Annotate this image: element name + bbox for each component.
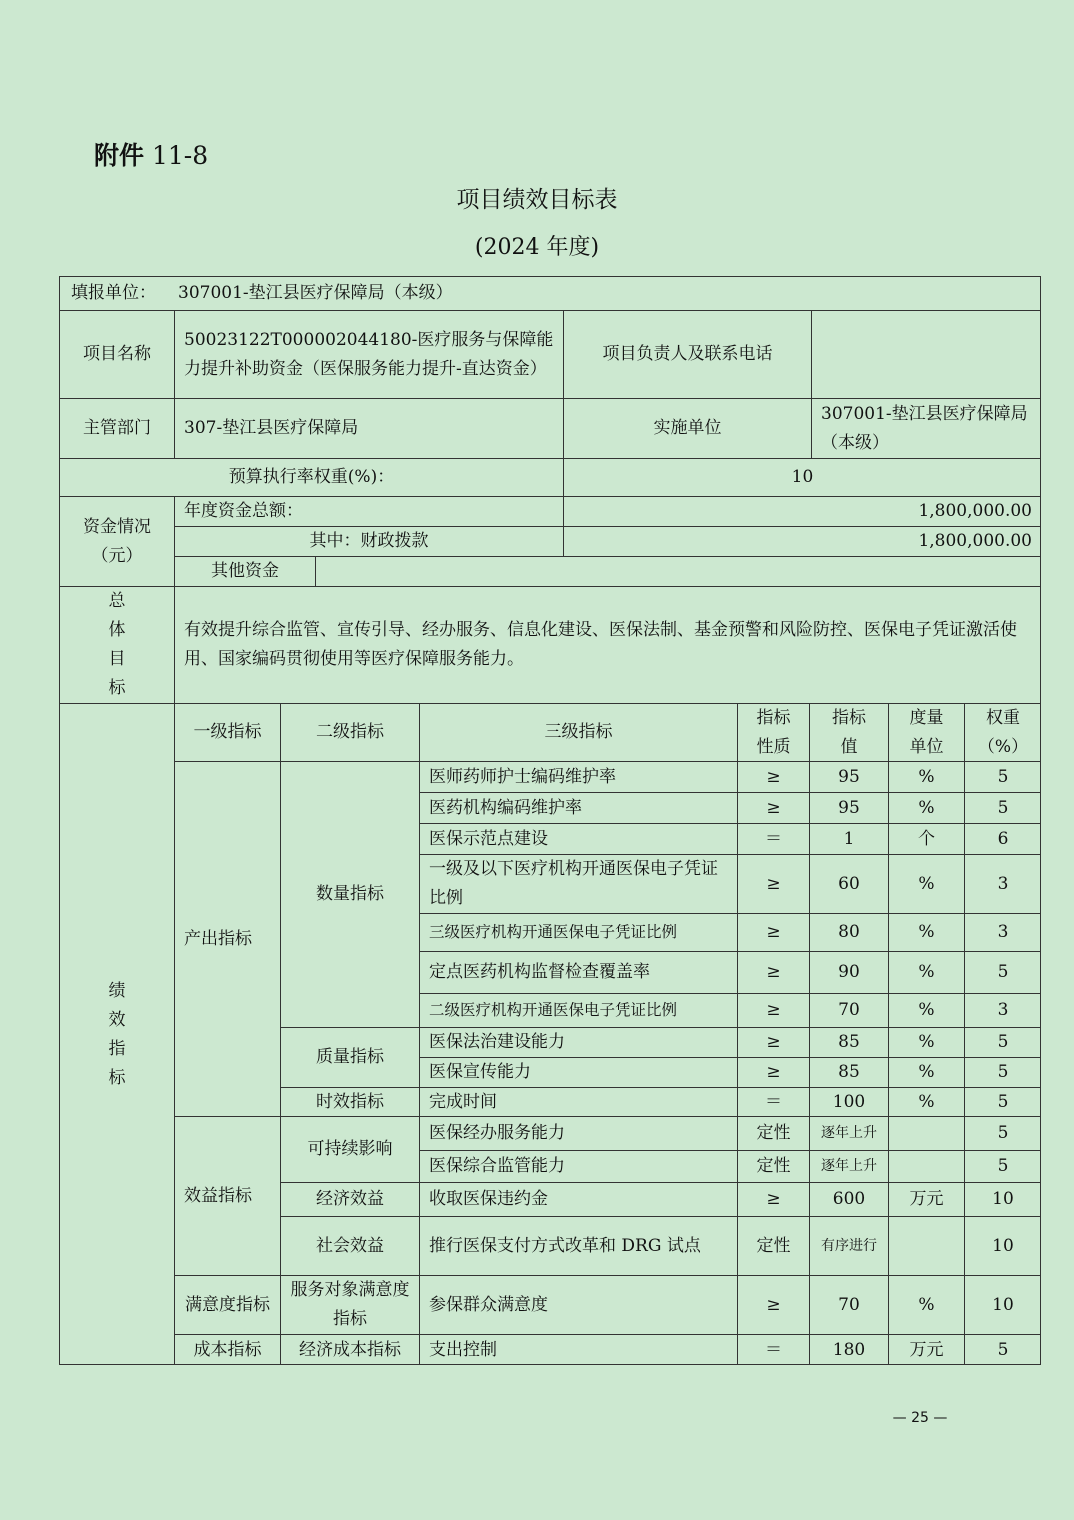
indicator-name: 医保经办服务能力	[419, 1116, 737, 1150]
indicator-name: 支出控制	[419, 1334, 737, 1365]
indicator-value: 90	[809, 951, 888, 993]
attachment-word: 附件	[94, 141, 145, 170]
indicator-value: 逐年上升	[809, 1150, 888, 1182]
indicator-unit: %	[888, 1057, 964, 1087]
indicator-name: 定点医药机构监督检查覆盖率	[419, 951, 737, 993]
indicator-name: 医保综合监管能力	[419, 1150, 737, 1182]
indicator-nature: ＝	[737, 1334, 809, 1365]
indicator-value: 80	[809, 913, 888, 951]
indicator-value: 100	[809, 1087, 888, 1116]
indicator-value: 180	[809, 1334, 888, 1365]
indicators-label	[59, 703, 174, 1365]
indicator-value: 85	[809, 1027, 888, 1057]
budget-rate-value: 10	[563, 458, 1041, 496]
level2-service-satisfaction: 服务对象满意度指标	[280, 1275, 419, 1334]
indicator-unit	[888, 1116, 964, 1150]
indicator-unit: %	[888, 951, 964, 993]
indicator-unit	[888, 1216, 964, 1275]
goal-label-char: 体	[108, 620, 126, 640]
page-subtitle: (2024 年度)	[474, 235, 600, 260]
indicator-unit: 万元	[888, 1334, 964, 1365]
funds-total-value: 1,800,000.00	[563, 496, 1041, 526]
indicator-name: 医药机构编码维护率	[419, 792, 737, 823]
indicator-value: 85	[809, 1057, 888, 1087]
goal-label-char: 标	[108, 678, 126, 698]
indicator-nature: ＝	[737, 1087, 809, 1116]
indicator-weight: 5	[964, 761, 1041, 792]
level1-satisfaction: 满意度指标	[174, 1275, 280, 1334]
page-number: — 25 —	[892, 1410, 948, 1426]
indicator-weight: 10	[964, 1216, 1041, 1275]
indicator-name: 参保群众满意度	[419, 1275, 737, 1334]
header-unit: 度量单位	[888, 703, 964, 761]
indicator-weight: 3	[964, 854, 1041, 913]
indicator-nature: 定性	[737, 1216, 809, 1275]
indicator-value: 70	[809, 993, 888, 1027]
indicator-nature: ≥	[737, 993, 809, 1027]
indicator-name: 三级医疗机构开通医保电子凭证比例	[419, 913, 737, 951]
indicator-unit: %	[888, 1275, 964, 1334]
header-value: 指标值	[809, 703, 888, 761]
indicator-name: 完成时间	[419, 1087, 737, 1116]
indicator-weight: 10	[964, 1182, 1041, 1216]
indicator-nature: ≥	[737, 913, 809, 951]
indicator-unit: 个	[888, 823, 964, 854]
header-level1: 一级指标	[174, 703, 280, 761]
indicator-unit: %	[888, 761, 964, 792]
indicator-nature: ≥	[737, 761, 809, 792]
indicator-nature: ≥	[737, 1057, 809, 1087]
header-weight: 权重（%）	[964, 703, 1041, 761]
level2-quality: 质量指标	[280, 1027, 419, 1087]
level2-social: 社会效益	[280, 1216, 419, 1275]
performance-table	[59, 276, 1041, 1365]
unit-value: 307001-垫江县医疗保障局（本级）	[178, 283, 453, 303]
attachment-label	[94, 138, 208, 174]
project-name-value: 50023122T000002044180-医疗服务与保障能力提升补助资金（医保服务能力提升-直达资金）	[174, 310, 563, 398]
indicator-weight: 5	[964, 1116, 1041, 1150]
indicator-weight: 5	[964, 951, 1041, 993]
indicator-unit: %	[888, 993, 964, 1027]
indicator-value: 有序进行	[809, 1216, 888, 1275]
indicator-nature: ＝	[737, 823, 809, 854]
indicator-unit: %	[888, 1027, 964, 1057]
goal-text: 有效提升综合监管、宣传引导、经办服务、信息化建设、医保法制、基金预警和风险防控、医保电子凭证激活使用、国家编码贯彻使用等医疗保障服务能力。	[174, 586, 1041, 703]
goal-label-char: 总	[108, 591, 126, 611]
level2-timeliness: 时效指标	[280, 1087, 419, 1116]
indicator-weight: 5	[964, 1057, 1041, 1087]
indicator-weight: 5	[964, 1150, 1041, 1182]
indicator-weight: 3	[964, 993, 1041, 1027]
level2-economic: 经济效益	[280, 1182, 419, 1216]
funds-fiscal-value: 1,800,000.00	[563, 526, 1041, 556]
indicator-name: 医保示范点建设	[419, 823, 737, 854]
indicator-unit: 万元	[888, 1182, 964, 1216]
funds-total-label: 年度资金总额：	[174, 496, 563, 526]
indicator-nature: ≥	[737, 792, 809, 823]
indicator-name: 医保宣传能力	[419, 1057, 737, 1087]
project-name-label: 项目名称	[59, 310, 174, 398]
indicator-nature: ≥	[737, 1275, 809, 1334]
funds-other-label: 其他资金	[174, 556, 315, 586]
indicator-name: 医保法治建设能力	[419, 1027, 737, 1057]
indicator-weight: 6	[964, 823, 1041, 854]
indicator-unit: %	[888, 1087, 964, 1116]
header-nature: 指标性质	[737, 703, 809, 761]
indicator-weight: 5	[964, 792, 1041, 823]
contact-label: 项目负责人及联系电话	[563, 310, 811, 398]
indicator-name: 推行医保支付方式改革和 DRG 试点	[419, 1216, 737, 1275]
funds-fiscal-label: 其中：财政拨款	[174, 526, 563, 556]
indicator-weight: 5	[964, 1087, 1041, 1116]
contact-value	[811, 310, 1041, 398]
indicator-value: 60	[809, 854, 888, 913]
indicator-nature: ≥	[737, 1182, 809, 1216]
indicator-name: 收取医保违约金	[419, 1182, 737, 1216]
page-title: 项目绩效目标表	[456, 187, 618, 213]
indicator-unit: %	[888, 792, 964, 823]
funds-other-value	[315, 556, 1041, 586]
indicator-weight: 10	[964, 1275, 1041, 1334]
indicator-weight: 3	[964, 913, 1041, 951]
indicator-unit: %	[888, 854, 964, 913]
indicator-name: 二级医疗机构开通医保电子凭证比例	[419, 993, 737, 1027]
level2-sustainable: 可持续影响	[280, 1116, 419, 1182]
indicator-value: 95	[809, 761, 888, 792]
indicator-unit: %	[888, 913, 964, 951]
budget-rate-label: 预算执行率权重(%)：	[59, 458, 563, 496]
funds-label	[59, 496, 174, 586]
indicator-weight: 5	[964, 1334, 1041, 1365]
level1-output: 产出指标	[174, 761, 280, 1116]
header-level3: 三级指标	[419, 703, 737, 761]
indicator-weight: 5	[964, 1027, 1041, 1057]
level1-cost: 成本指标	[174, 1334, 280, 1365]
funds-label-text: 资金情况（元）	[83, 516, 151, 566]
header-level2: 二级指标	[280, 703, 419, 761]
indicator-value: 逐年上升	[809, 1116, 888, 1150]
indicators-label-char: 绩	[108, 980, 126, 1001]
indicator-unit	[888, 1150, 964, 1182]
indicator-name: 医师药师护士编码维护率	[419, 761, 737, 792]
indicator-nature: ≥	[737, 951, 809, 993]
indicator-nature: ≥	[737, 854, 809, 913]
dept-value: 307-垫江县医疗保障局	[174, 398, 563, 458]
attachment-number: 11-8	[151, 141, 209, 170]
goal-label-char: 目	[108, 649, 126, 669]
indicator-value: 95	[809, 792, 888, 823]
dept-label: 主管部门	[59, 398, 174, 458]
indicator-value: 1	[809, 823, 888, 854]
indicator-name: 一级及以下医疗机构开通医保电子凭证比例	[419, 854, 737, 913]
level1-benefit: 效益指标	[174, 1116, 280, 1275]
unit-label: 填报单位：	[71, 283, 156, 303]
level2-quantity: 数量指标	[280, 761, 419, 1027]
indicators-label-char: 标	[108, 1067, 126, 1088]
impl-value: 307001-垫江县医疗保障局（本级）	[811, 398, 1041, 458]
impl-label: 实施单位	[563, 398, 811, 458]
indicator-nature: 定性	[737, 1116, 809, 1150]
indicator-value: 600	[809, 1182, 888, 1216]
indicator-nature: 定性	[737, 1150, 809, 1182]
goal-label	[59, 586, 174, 703]
unit-row	[59, 276, 1041, 310]
indicator-value: 70	[809, 1275, 888, 1334]
indicator-nature: ≥	[737, 1027, 809, 1057]
level2-economic-cost: 经济成本指标	[280, 1334, 419, 1365]
indicators-label-char: 指	[108, 1038, 126, 1059]
indicators-label-char: 效	[108, 1009, 126, 1030]
